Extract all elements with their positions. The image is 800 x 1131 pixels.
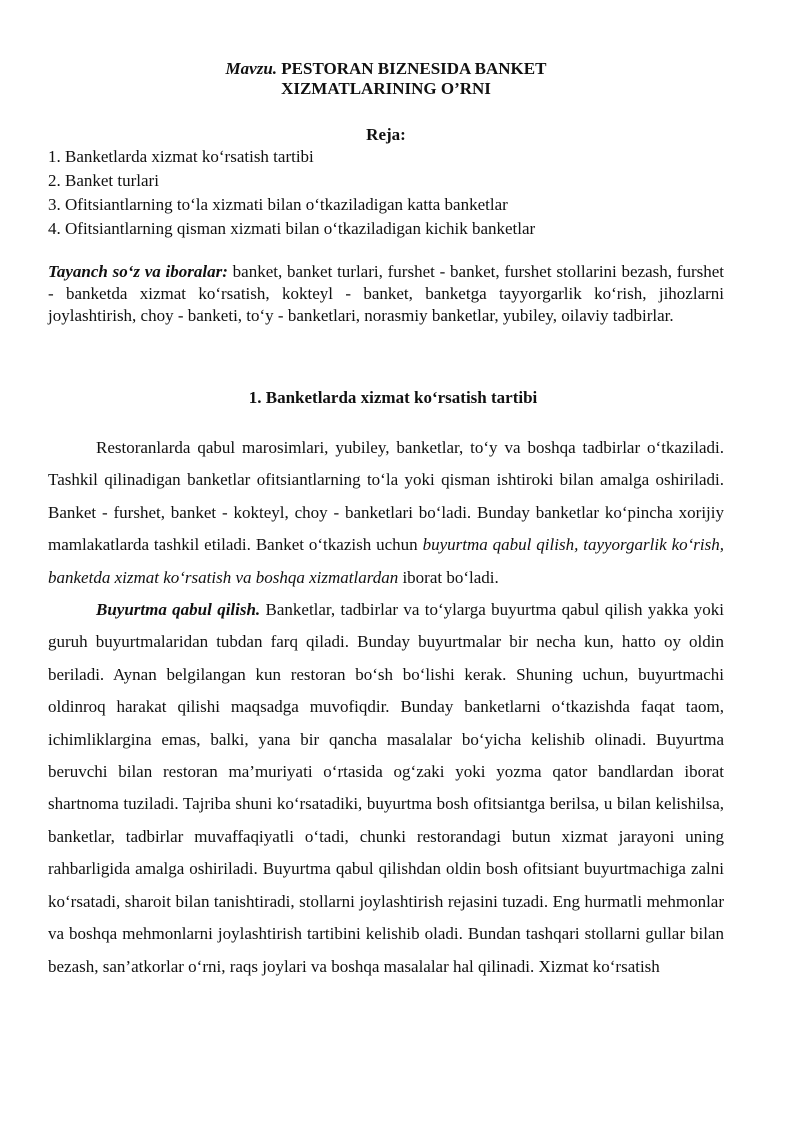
title-text-1: PESTORAN BIZNESIDA BANKET [281,59,547,78]
plan-list [48,145,738,241]
keywords-text: banket, banket turlari, furshet - banket, furshet stollarini bezash, furshet - banketda xizmat ko‘rsatish, kokteyl - banket, banketga tayyorgarlik ko‘rish, jihozlarni joylashtirish, choy - banketi, to‘y - banketlari, norasmiy banketlar, yubiley, oilaviy tadbirlar. [48,262,725,325]
p1-text: Restoranlarda qabul marosimlari, yubiley, banketlar, to‘y va boshqa tadbirlar o‘tkaziladi. Tashkil qilinadigan banketlar ofitsiantlarning to‘la yoki qisman ishtiroki bilan amalga oshiriladi. Banket - furshet, banket - kokteyl, choy - banketlari bo‘ladi. Bunday banketlar ko‘pincha xorijiy mamlakatlarda tashkil etiladi. Banket o‘tkazish uchun [48,438,724,555]
plan-heading: Reja: [366,125,406,144]
document-title [48,59,724,99]
title-line-2: XIZMATLARINING O’RNI [281,79,491,98]
body-paragraph-1 [48,432,724,594]
title-prefix: Mavzu. [225,59,278,78]
p1-end: iborat bo‘ladi. [398,567,499,587]
plan-item: 1. Banketlarda xizmat ko‘rsatish tartibi [48,147,314,166]
keywords-paragraph [48,261,724,327]
section-body [48,432,724,983]
plan-item: 4. Ofitsiantlarning qisman xizmati bilan o‘tkaziladigan kichik banketlar [48,219,536,238]
plan-item: 3. Ofitsiantlarning to‘la xizmati bilan o‘tkaziladigan katta banketlar [48,195,508,214]
p1-italic: buyurtma qabul qilish, tayyorgarlik ko‘rish, banketda xizmat ko‘rsatish va boshqa xizmatlardan [48,535,724,587]
section-heading: 1. Banketlarda xizmat ko‘rsatish tartibi [248,388,538,407]
p2-lead: Buyurtma qabul qilish. [96,600,261,620]
body-paragraph-2 [48,594,724,983]
plan-item: 2. Banket turlari [48,171,159,190]
keywords-label: Tayanch so‘z va iboralar: [48,262,228,281]
title-line-1 [48,59,724,79]
p2-text: Banketlar, tadbirlar va to‘ylarga buyurtma qabul qilish yakka yoki guruh buyurtmalaridan tubdan farq qiladi. Bunday buyurtmalar bir necha kun, hatto oy oldin beriladi. Aynan belgilangan kun restoran bo‘sh bo‘lishi kerak. Shuning uchun, buyurtmachi oldinroq harakat qilishi maqsadga muvofiqdir. Bunday banketlarni o‘tkazishda faqat taom, ichimliklargina emas, balki, yana bir qancha masalalar bo‘yicha kelishib olinadi. Buyurtma beruvchi bilan restoran ma’muriyati o‘rtasida og‘zaki yoki yozma qator bandlardan iborat shartnoma tuziladi. Tajriba shuni ko‘rsatadiki, buyurtma bosh ofitsiantga berilsa, u bilan kelishilsa, banketlar, tadbirlar muvaffaqiyatli o‘tadi, chunki restorandagi butun xizmat jarayoni uning rahbarligida amalga oshiriladi. Buyurtma qabul qilishdan oldin bosh ofitsiant buyurtmachiga zalni ko‘rsatadi, sharoit bilan tanishtiradi, stollarni joylashtirish rejasini tuzadi. Eng hurmatli mehmonlar va boshqa mehmonlarni joylashtirish tartibini kelishib oladi. Bundan tashqari stollarni gullar bilan bezash, san’atkorlar o‘rni, raqs joylari va boshqa masalalar hal qilinadi. Xizmat ko‘rsatish [48,600,724,976]
